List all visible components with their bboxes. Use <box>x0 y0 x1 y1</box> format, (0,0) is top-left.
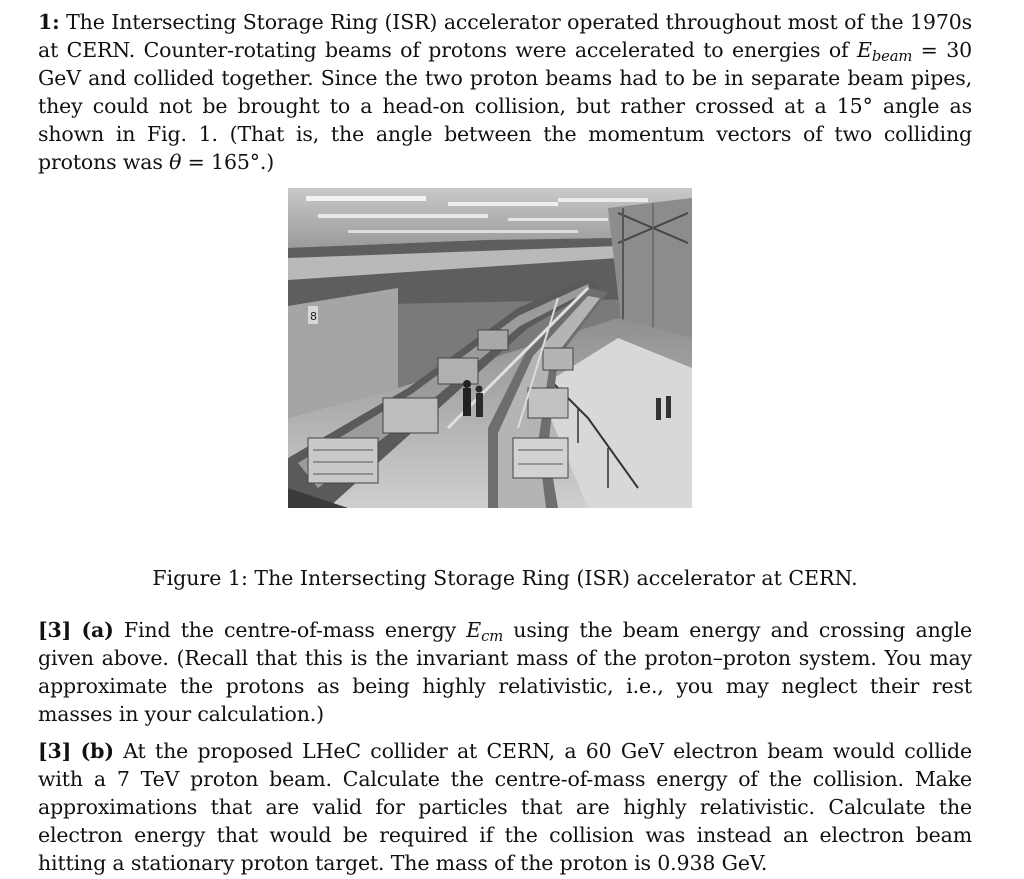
intro-text-1: The Intersecting Storage Ring (ISR) accelerator operated throughout most of the 1970s at CERN. Counter-rotating beams of protons were accelerated to energies of <box>38 10 972 62</box>
ecm-symbol: E <box>466 618 482 642</box>
part-b-question <box>38 737 972 877</box>
intro-text-2: = 30 GeV and collided together. Since the two proton beams had to be in separate beam pipes, they could not be brought to a head-on collision, but rather crossed at a 15° angle as shown in Fig. 1. (That is, the angle between the momentum vectors of two colliding protons was <box>38 38 972 174</box>
figure-caption: Figure 1: The Intersecting Storage Ring (ISR) accelerator at CERN. <box>152 566 858 590</box>
isr-photograph <box>288 188 692 508</box>
part-b-text: At the proposed LHeC collider at CERN, a 60 GeV electron beam would collide with a 7 TeV proton beam. Calculate the centre-of-mass energy of the collision. Make approximations that are valid for particles that are highly relativistic. Calculate the electron energy that would be required if the collision was instead an electron beam hitting a stationary proton target. The mass of the proton is 0.938 GeV. <box>38 739 972 875</box>
theta-symbol: θ <box>169 150 182 174</box>
ebeam-symbol: E <box>857 38 872 62</box>
ebeam-subscript: beam <box>871 48 913 66</box>
wall-sign-number: 8 <box>310 310 317 323</box>
problem-number: 1: <box>38 10 60 34</box>
part-b-label: (b) <box>80 739 114 763</box>
document-page <box>38 8 973 875</box>
part-a-label: (a) <box>81 618 114 642</box>
part-b-marks: [3] <box>38 739 72 763</box>
ecm-subscript: cm <box>481 628 504 646</box>
part-a-question <box>38 616 972 728</box>
part-a-text-1: Find the centre-of-mass energy <box>113 618 467 642</box>
part-a-text-2: using the beam energy and crossing angle given above. (Recall that this is the invariant mass of the proton–proton system. You may approximate the protons as being highly relativistic, i.e., you may neglect their rest masses in your calculation.) <box>38 618 973 726</box>
intro-text-3: = 165°.) <box>181 150 275 174</box>
problem-intro <box>38 8 972 176</box>
part-a-marks: [3] <box>38 618 72 642</box>
